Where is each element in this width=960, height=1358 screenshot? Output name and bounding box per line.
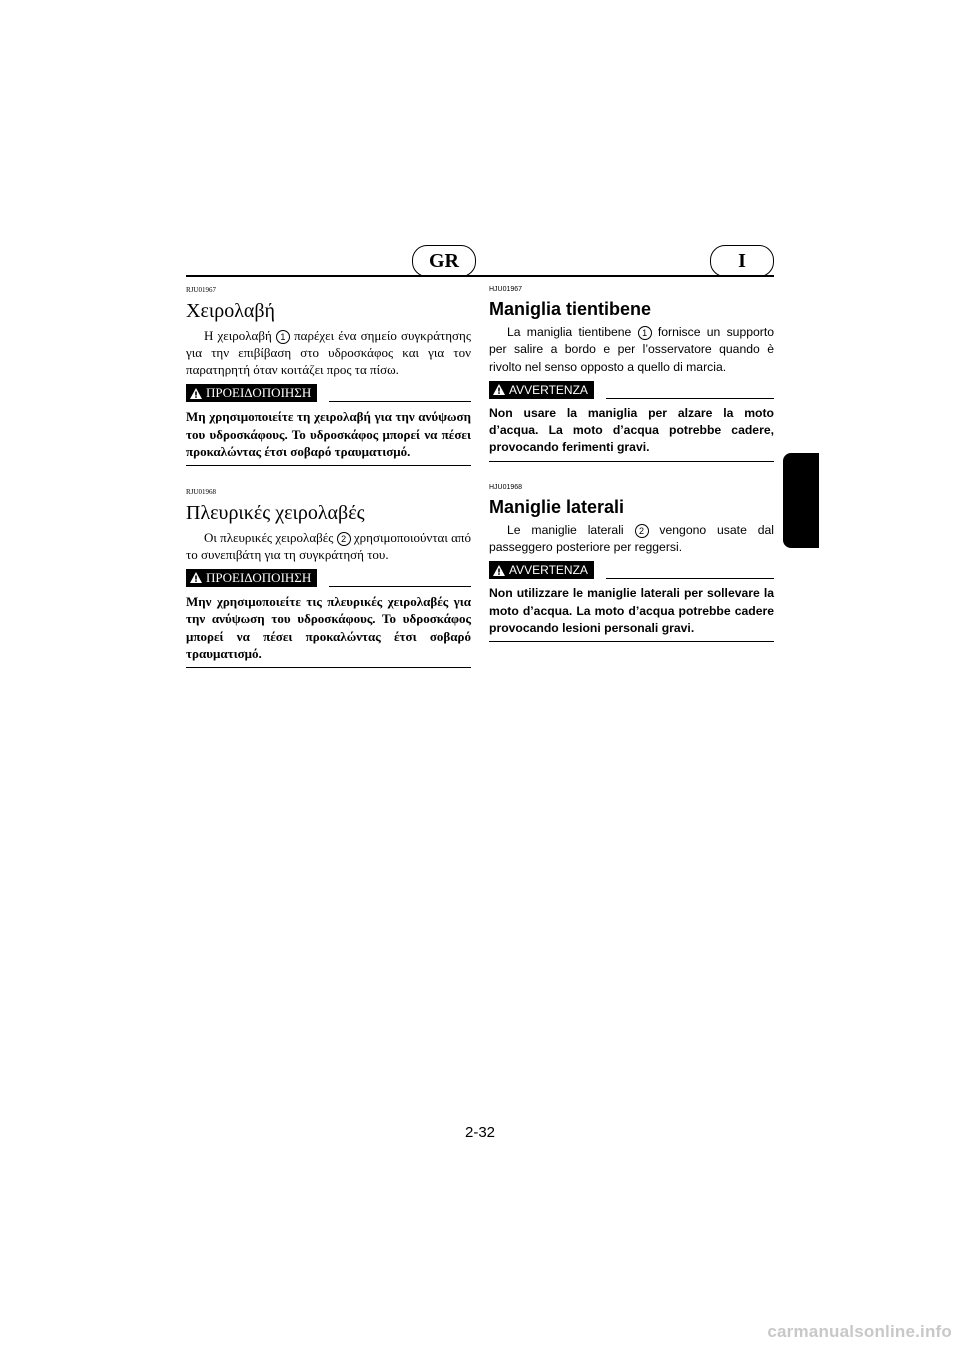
- warning-badge: ΠΡΟΕΙΔΟΠΟΙΗΣΗ: [186, 569, 317, 587]
- warning-rule: [329, 586, 471, 587]
- section-body: La maniglia tientibene 1 fornisce un supporto per salire a bordo e per l’osservatore quando è rivolto nel senso opposto a quello di marcia.: [489, 325, 775, 374]
- warning-text: Non usare la maniglia per alzare la moto d’acqua. La moto d’acqua potrebbe cadere, provocando ferimenti gravi.: [489, 399, 774, 462]
- greek-column: [186, 286, 471, 668]
- section-code: RJU01968: [186, 487, 216, 496]
- watermark: carmanualsonline.info: [767, 1322, 952, 1341]
- warning-text: Non utilizzare le maniglie laterali per sollevare la moto d’acqua. La moto d’acqua potrebbe cadere provocando lesioni personali gravi.: [489, 579, 774, 642]
- callout-marker: 1: [276, 330, 290, 344]
- section-code: RJU01967: [186, 286, 216, 294]
- language-badge-greek: GR: [412, 245, 476, 277]
- warning-rule: [606, 398, 774, 399]
- page-number: 2-32: [464, 1124, 496, 1141]
- warning-text: Μη χρησιμοποιείτε τη χειρολαβή για την ανύψωση του υδροσκάφους. Το υδροσκάφος μπορεί να πέσει προκαλώντας έτσι σοβαρό τραυματισμό.: [186, 402, 471, 466]
- warning-header: [186, 384, 471, 402]
- warning-badge: AVVERTENZA: [489, 561, 594, 579]
- section-body: Οι πλευρικές χειρολαβές 2 χρησιμοποιούνται από το συνεπιβάτη για τη συγκράτησή του.: [186, 529, 471, 562]
- warning-header: [489, 561, 774, 579]
- section-title: Maniglie laterali: [489, 496, 625, 517]
- warning-header: [489, 381, 774, 399]
- warning-triangle-icon: [493, 384, 505, 395]
- callout-marker: 2: [337, 532, 351, 546]
- section-title: Πλευρικές χειρολαβές: [186, 501, 365, 524]
- warning-rule: [329, 401, 471, 402]
- warning-triangle-icon: [493, 565, 505, 576]
- section-code: HJU01968: [489, 483, 523, 491]
- warning-rule: [606, 578, 774, 579]
- italian-column: [489, 286, 774, 642]
- warning-text: Μην χρησιμοποιείτε τις πλευρικές χειρολαβές για την ανύψωση του υδροσκάφους. Το υδροσκάφος μπορεί να πέσει προκαλώντας έτσι σοβαρό τραυματισμό.: [186, 587, 471, 668]
- section-body: Le maniglie laterali 2 vengono usate dal passeggero posteriore per reggersi.: [489, 522, 774, 555]
- language-badge-italian: I: [710, 245, 774, 277]
- chapter-tab: [783, 453, 819, 548]
- section-title: Maniglia tientibene: [489, 299, 652, 319]
- section-title: Χειρολαβή: [186, 300, 276, 322]
- header-rule: [186, 275, 774, 277]
- warning-badge: ΠΡΟΕΙΔΟΠΟΙΗΣΗ: [186, 384, 317, 402]
- warning-triangle-icon: [190, 388, 202, 399]
- callout-marker: 2: [635, 524, 649, 538]
- warning-badge: AVVERTENZA: [489, 381, 594, 399]
- section-body: Η χειρολαβή 1 παρέχει ένα σημείο συγκράτησης για την επιβίβαση στο υδροσκάφος και για τον παρατηρητή όταν κοιτάζει προς τα πίσω.: [186, 328, 471, 377]
- callout-marker: 1: [638, 326, 652, 340]
- section-code: HJU01967: [489, 286, 523, 293]
- warning-triangle-icon: [190, 572, 202, 583]
- warning-header: [186, 569, 471, 587]
